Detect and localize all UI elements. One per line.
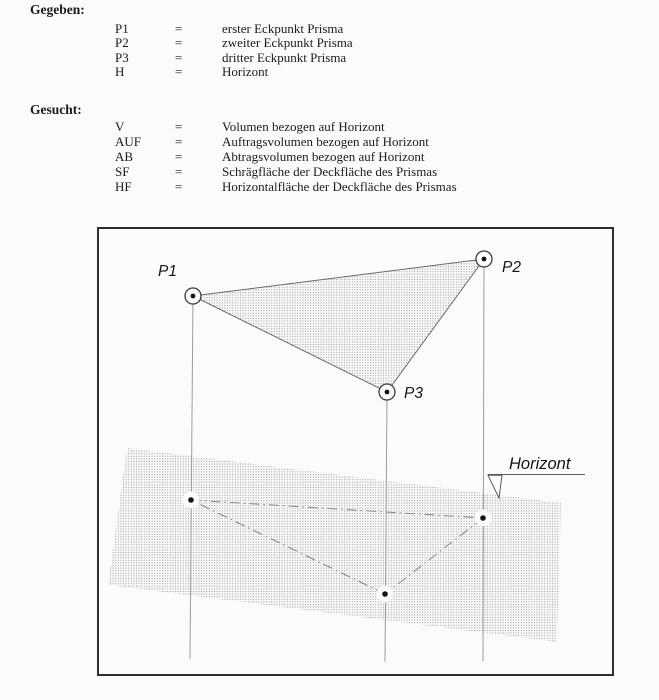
equals-sign: = — [175, 49, 183, 65]
term-description: dritter Eckpunkt Prisma — [222, 49, 347, 65]
term-description: Volumen bezogen auf Horizont — [222, 119, 385, 134]
projected-point-p2 — [475, 510, 492, 527]
corner-point-p3 — [379, 384, 395, 400]
term-description: Horizont — [222, 64, 269, 80]
equals-sign: = — [175, 21, 183, 36]
corner-point-p1 — [185, 288, 201, 304]
equals-sign: = — [175, 149, 183, 164]
equals-sign: = — [175, 119, 183, 134]
horizon-datum-marker — [488, 475, 585, 499]
equals-sign: = — [175, 64, 183, 80]
term-description: Auftragsvolumen bezogen auf Horizont — [222, 134, 429, 149]
term-label: P3 — [115, 49, 129, 65]
equals-sign: = — [175, 179, 183, 194]
equals-sign: = — [175, 134, 183, 149]
equals-sign: = — [175, 35, 183, 51]
equals-sign: = — [175, 164, 183, 179]
given-heading: Gegeben: — [30, 1, 85, 17]
label-p1: P1 — [158, 263, 177, 280]
sought-heading: Gesucht: — [30, 101, 82, 117]
label-horizon: Horizont — [509, 455, 571, 473]
term-label: HF — [115, 179, 132, 194]
term-description: zweiter Eckpunkt Prisma — [222, 35, 353, 51]
prism-top-face — [193, 259, 484, 392]
term-label: SF — [115, 164, 130, 179]
corner-point-p2 — [476, 251, 492, 267]
term-label: P1 — [115, 21, 129, 36]
label-p2: P2 — [502, 259, 521, 276]
label-p3: P3 — [404, 385, 423, 402]
term-description: Horizontalfläche der Deckfläche des Prismas — [222, 179, 457, 194]
term-description: Schrägfläche der Deckfläche des Prismas — [222, 164, 438, 179]
term-label: P2 — [115, 35, 129, 51]
term-label: AUF — [115, 134, 142, 149]
term-description: Abtragsvolumen bezogen auf Horizont — [222, 149, 425, 164]
projected-point-p1 — [183, 492, 200, 509]
term-label: H — [115, 64, 125, 80]
term-description: erster Eckpunkt Prisma — [222, 21, 344, 36]
term-label: V — [115, 119, 125, 134]
term-label: AB — [115, 149, 134, 164]
projected-point-p3 — [377, 586, 394, 603]
